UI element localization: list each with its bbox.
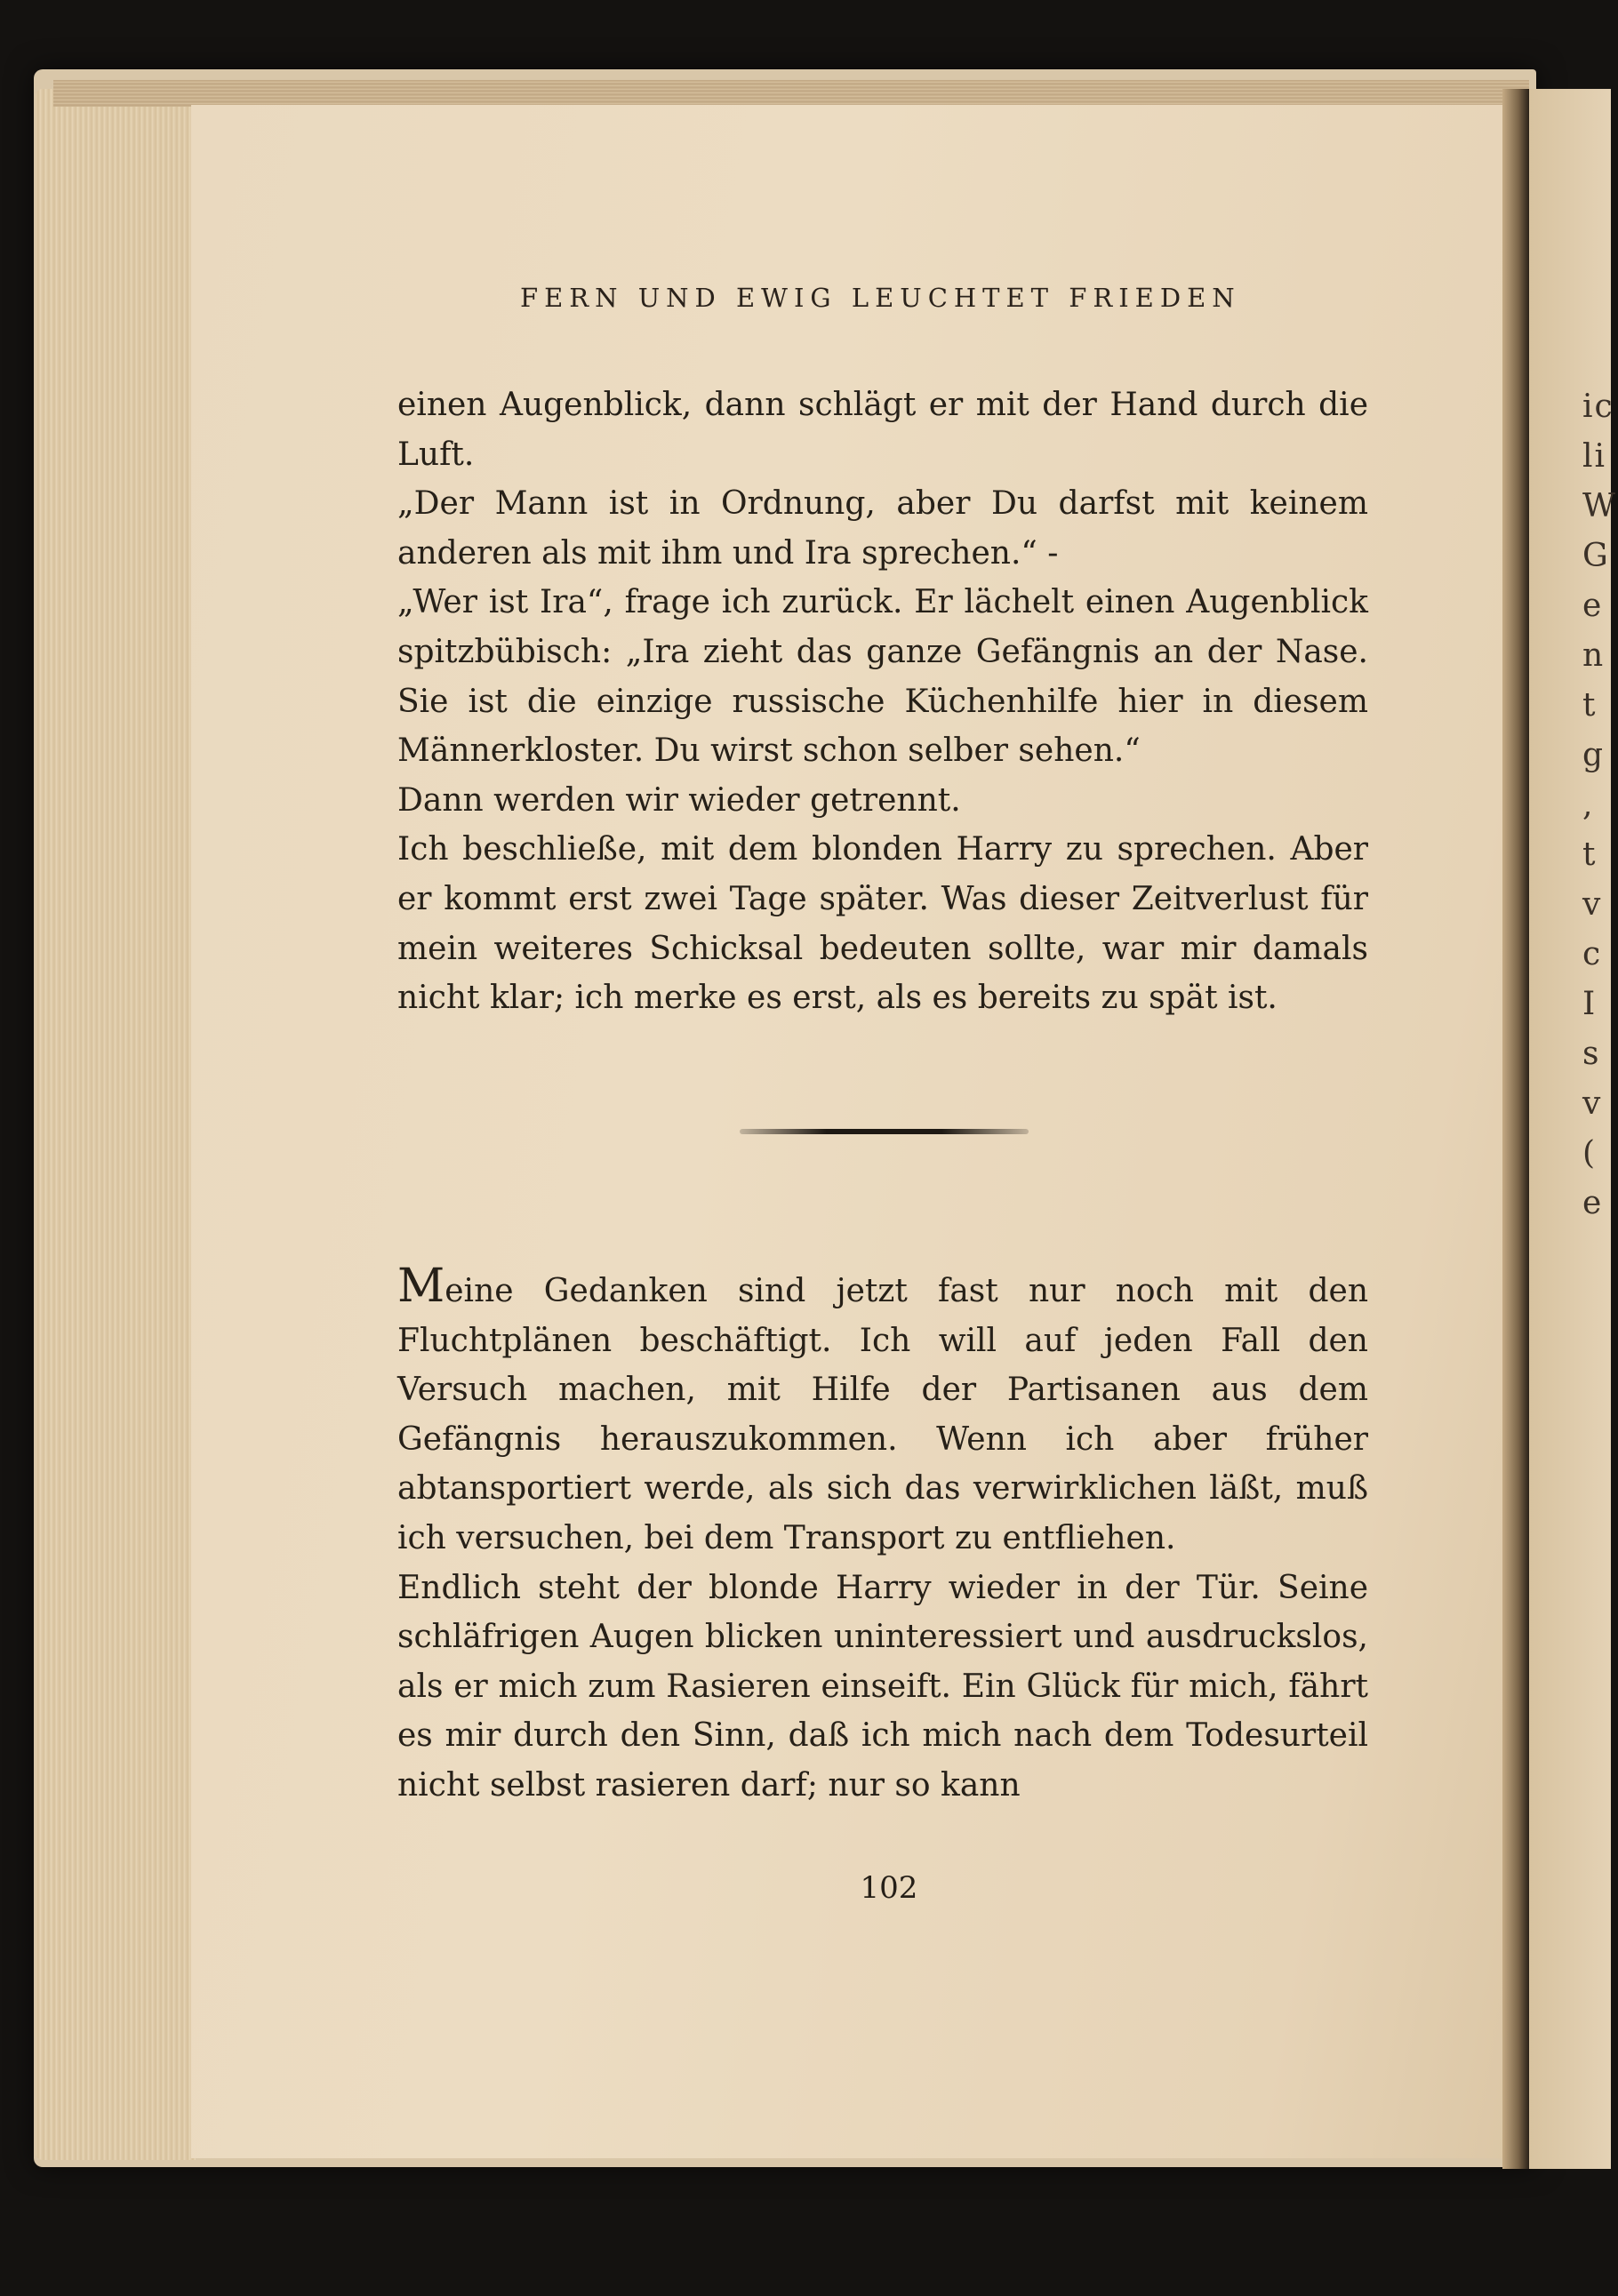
facing-page-fragment: t	[1582, 687, 1598, 724]
facing-page-fragment: G	[1582, 538, 1610, 574]
paragraph: „Der Mann ist in Ordnung, aber Du darfst mit keinem anderen als mit ihm und Ira sprechen.“ -	[397, 485, 1368, 572]
facing-page-fragment: v	[1582, 1085, 1603, 1122]
book-gutter	[1502, 89, 1529, 2169]
text-block-2	[397, 1260, 1368, 1811]
paragraph: Ich beschließe, mit dem blonden Harry zu sprechen. Aber er kommt erst zwei Tage später. Was dieser Zeitverlust für mein weiteres Schicksal bedeuten sollte, war mir damals nicht klar; ich merke es erst, als es bereits zu spät ist.	[397, 831, 1368, 1017]
paragraph: Dann werden wir wieder getrennt.	[397, 781, 961, 819]
paragraph: einen Augenblick, dann schlägt er mit der Hand durch die Luft.	[397, 387, 1368, 473]
text-block-1	[397, 380, 1368, 1023]
paragraph	[397, 1260, 1368, 1564]
paragraph-text: eine Gedanken sind jetzt fast nur noch mit den Fluchtplänen beschäftigt. Ich will auf jeden Fall den Versuch machen, mit Hilfe der Partisanen aus dem Gefängnis herauszukommen. Wenn ich aber früher abtansportiert werde, als sich das verwirklichen läßt, muß ich versuchen, bei dem Transport zu entfliehen.	[397, 1273, 1368, 1556]
facing-page-fragment: t	[1582, 836, 1598, 873]
facing-page-text-fragments	[1582, 382, 1618, 1228]
facing-page-fragment: e	[1582, 588, 1604, 624]
paragraph: Endlich steht der blonde Harry wieder in der Tür. Seine schläfrigen Augen blicken uninteressiert und ausdruckslos, als er mich zum Rasieren einseift. Ein Glück für mich, fährt es mir durch den Sinn, daß ich mich nach dem Todesurteil nicht selbst rasieren darf; nur so kann	[397, 1569, 1368, 1804]
page-number: 102	[860, 1870, 918, 1906]
facing-page-fragment: n	[1582, 637, 1606, 674]
facing-page-fragment: (	[1582, 1135, 1598, 1172]
section-divider-rule	[740, 1129, 1029, 1134]
facing-page-fragment: ic	[1582, 388, 1614, 425]
paragraph: „Wer ist Ira“, frage ich zurück. Er lächelt einen Augenblick spitzbübisch: „Ira zieht das ganze Gefängnis an der Nase. Sie ist die einzige russische Küchenhilfe hier in diesem Männerkloster. Du wirst schon selber sehen.“	[397, 584, 1368, 770]
facing-page-fragment: g	[1582, 737, 1606, 773]
page-stack-edge	[36, 89, 196, 2160]
running-header: FERN UND EWIG LEUCHTET FRIEDEN	[520, 283, 1241, 313]
facing-page-fragment: e	[1582, 1185, 1604, 1221]
facing-page-fragment: W	[1582, 488, 1618, 524]
facing-page-fragment: ,	[1582, 787, 1595, 823]
facing-page-fragment: I	[1582, 986, 1598, 1022]
top-page-edge	[53, 80, 1529, 107]
facing-page-fragment: s	[1582, 1036, 1601, 1072]
drop-cap: M	[397, 1260, 445, 1313]
facing-page-fragment: li	[1582, 438, 1607, 475]
facing-page	[1529, 89, 1618, 2169]
facing-page-fragment: c	[1582, 936, 1603, 972]
facing-page-fragment: v	[1582, 886, 1603, 923]
